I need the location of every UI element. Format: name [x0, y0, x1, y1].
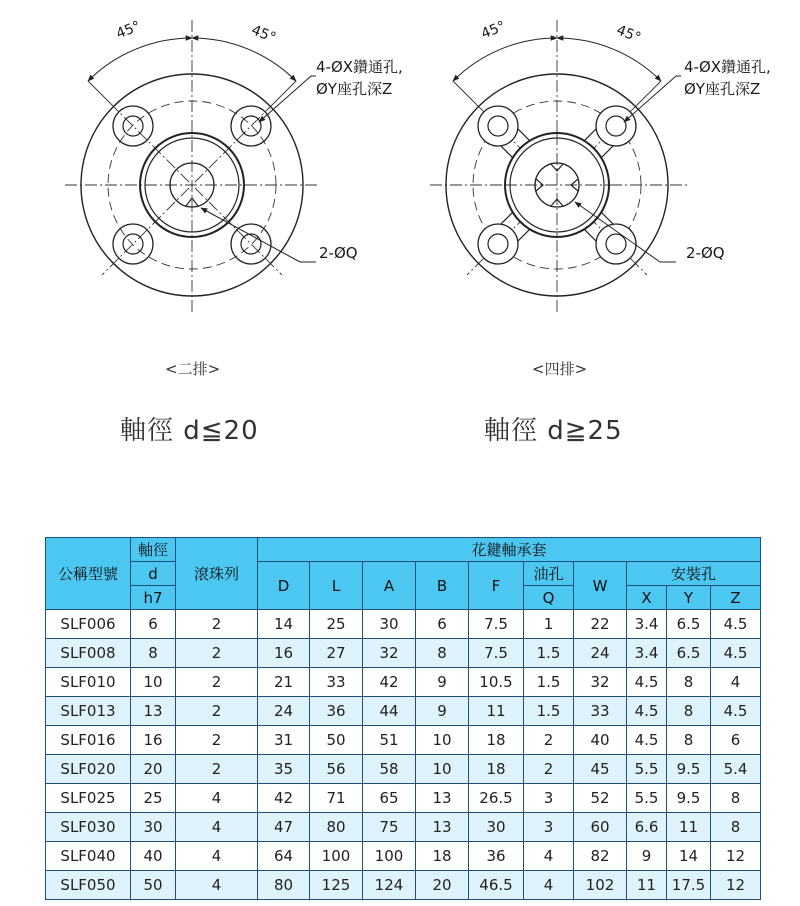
table-cell: 5.5 — [627, 784, 667, 813]
table-cell: 4 — [524, 871, 574, 900]
table-cell: 25 — [310, 610, 363, 639]
table-cell: 22 — [574, 610, 627, 639]
table-row — [46, 842, 761, 871]
table-cell: 18 — [416, 842, 469, 871]
table-cell: 2 — [176, 610, 258, 639]
table-cell: 13 — [416, 784, 469, 813]
table-cell: SLF050 — [46, 871, 131, 900]
caption-two-row: <二排> — [165, 360, 221, 378]
table-row — [46, 639, 761, 668]
table-cell: 11 — [469, 697, 524, 726]
table-cell: 33 — [574, 697, 627, 726]
table-cell: SLF020 — [46, 755, 131, 784]
table-cell: 51 — [363, 726, 416, 755]
table-cell: 8 — [711, 813, 761, 842]
table-cell: 30 — [363, 610, 416, 639]
flange-two-row-drawing — [65, 18, 403, 312]
header-ball-rows: 滾珠列 — [176, 538, 258, 610]
table-cell: 4.5 — [711, 639, 761, 668]
table-cell: 60 — [574, 813, 627, 842]
table-cell: 24 — [258, 697, 310, 726]
header-Z: Z — [711, 586, 761, 610]
table-cell: 12 — [711, 842, 761, 871]
header-A: A — [363, 562, 416, 610]
table-cell: 1.5 — [524, 668, 574, 697]
table-cell: 9 — [416, 668, 469, 697]
table-cell: 45 — [574, 755, 627, 784]
header-X: X — [627, 586, 667, 610]
table-cell: 13 — [416, 813, 469, 842]
table-cell: 1.5 — [524, 697, 574, 726]
spec-table-body — [46, 610, 761, 900]
table-cell: 8 — [667, 697, 711, 726]
table-cell: 8 — [667, 668, 711, 697]
table-cell: 35 — [258, 755, 310, 784]
table-cell: 33 — [310, 668, 363, 697]
table-cell: 24 — [574, 639, 627, 668]
table-cell: 65 — [363, 784, 416, 813]
table-cell: SLF006 — [46, 610, 131, 639]
table-cell: SLF030 — [46, 813, 131, 842]
table-cell: 58 — [363, 755, 416, 784]
table-cell: 9.5 — [667, 784, 711, 813]
table-cell: 2 — [176, 639, 258, 668]
table-cell: 44 — [363, 697, 416, 726]
table-cell: 4.5 — [627, 668, 667, 697]
table-cell: 4.5 — [627, 726, 667, 755]
table-cell: 5.5 — [627, 755, 667, 784]
table-cell: 4 — [176, 842, 258, 871]
table-cell: 4.5 — [711, 610, 761, 639]
shaft-range-large: 軸徑 d≧25 — [484, 416, 623, 446]
table-cell: 4 — [524, 842, 574, 871]
table-row — [46, 726, 761, 755]
caption-four-row: <四排> — [532, 360, 588, 378]
table-cell: 46.5 — [469, 871, 524, 900]
table-cell: SLF016 — [46, 726, 131, 755]
table-cell: 21 — [258, 668, 310, 697]
angle-label-left: 45° — [113, 18, 144, 43]
table-row — [46, 813, 761, 842]
hole-note: 4-ØX鑽通孔, — [684, 58, 771, 76]
header-shaft-tol: h7 — [131, 586, 176, 610]
table-row — [46, 697, 761, 726]
table-cell: 50 — [310, 726, 363, 755]
table-cell: 4 — [176, 813, 258, 842]
angle-label-right: 45° — [248, 22, 279, 47]
table-cell: 3.4 — [627, 610, 667, 639]
table-row — [46, 610, 761, 639]
header-L: L — [310, 562, 363, 610]
table-cell: 8 — [711, 784, 761, 813]
counterbore-note: ØY座孔深Z — [316, 80, 393, 98]
table-cell: 64 — [258, 842, 310, 871]
table-cell: 100 — [310, 842, 363, 871]
header-F: F — [469, 562, 524, 610]
oil-hole-note: 2-ØQ — [686, 244, 725, 262]
table-cell: 14 — [258, 610, 310, 639]
table-cell: 20 — [416, 871, 469, 900]
table-cell: 4.5 — [627, 697, 667, 726]
table-cell: 7.5 — [469, 639, 524, 668]
table-cell: 13 — [131, 697, 176, 726]
table-cell: 30 — [469, 813, 524, 842]
table-cell: 4.5 — [711, 697, 761, 726]
table-cell: 8 — [667, 726, 711, 755]
table-cell: 9 — [627, 842, 667, 871]
hole-note: 4-ØX鑽通孔, — [316, 58, 403, 76]
table-cell: 56 — [310, 755, 363, 784]
table-cell: 2 — [176, 755, 258, 784]
flange-four-row-drawing — [430, 18, 771, 312]
table-cell: SLF040 — [46, 842, 131, 871]
table-cell: 4 — [176, 871, 258, 900]
table-cell: 30 — [131, 813, 176, 842]
table-cell: 32 — [574, 668, 627, 697]
table-cell: 10.5 — [469, 668, 524, 697]
table-cell: 80 — [258, 871, 310, 900]
table-row — [46, 784, 761, 813]
table-cell: 4 — [176, 784, 258, 813]
table-row — [46, 871, 761, 900]
table-cell: 2 — [176, 668, 258, 697]
table-cell: 27 — [310, 639, 363, 668]
spec-table — [45, 537, 761, 900]
table-cell: 7.5 — [469, 610, 524, 639]
table-cell: SLF008 — [46, 639, 131, 668]
table-cell: 8 — [416, 639, 469, 668]
table-cell: 10 — [131, 668, 176, 697]
table-cell: 3 — [524, 784, 574, 813]
table-cell: 52 — [574, 784, 627, 813]
table-cell: 40 — [574, 726, 627, 755]
table-row — [46, 755, 761, 784]
header-oil-hole: 油孔 — [524, 562, 574, 586]
table-cell: 3.4 — [627, 639, 667, 668]
header-D: D — [258, 562, 310, 610]
table-cell: 100 — [363, 842, 416, 871]
table-cell: 6.5 — [667, 639, 711, 668]
table-cell: 11 — [627, 871, 667, 900]
header-Q: Q — [524, 586, 574, 610]
table-cell: SLF025 — [46, 784, 131, 813]
table-cell: 8 — [131, 639, 176, 668]
header-model: 公稱型號 — [46, 538, 131, 610]
table-cell: 42 — [363, 668, 416, 697]
table-cell: 10 — [416, 726, 469, 755]
table-cell: 2 — [176, 726, 258, 755]
oil-hole-note: 2-ØQ — [319, 244, 358, 262]
table-cell: 14 — [667, 842, 711, 871]
table-cell: SLF013 — [46, 697, 131, 726]
table-cell: 102 — [574, 871, 627, 900]
table-cell: 16 — [131, 726, 176, 755]
table-cell: 6 — [131, 610, 176, 639]
table-cell: 124 — [363, 871, 416, 900]
table-cell: 82 — [574, 842, 627, 871]
table-cell: 50 — [131, 871, 176, 900]
table-cell: 6 — [416, 610, 469, 639]
angle-label-left: 45° — [478, 18, 509, 43]
header-B: B — [416, 562, 469, 610]
table-cell: 125 — [310, 871, 363, 900]
header-W: W — [574, 562, 627, 610]
table-cell: SLF010 — [46, 668, 131, 697]
table-cell: 1.5 — [524, 639, 574, 668]
table-cell: 11 — [667, 813, 711, 842]
table-cell: 31 — [258, 726, 310, 755]
table-cell: 17.5 — [667, 871, 711, 900]
header-mount-holes: 安裝孔 — [627, 562, 761, 586]
table-cell: 2 — [524, 755, 574, 784]
table-cell: 6.6 — [627, 813, 667, 842]
table-cell: 9.5 — [667, 755, 711, 784]
table-cell: 1 — [524, 610, 574, 639]
table-cell: 18 — [469, 755, 524, 784]
table-cell: 5.4 — [711, 755, 761, 784]
counterbore-note: ØY座孔深Z — [684, 80, 761, 98]
table-cell: 12 — [711, 871, 761, 900]
table-cell: 32 — [363, 639, 416, 668]
header-Y: Y — [667, 586, 711, 610]
table-cell: 2 — [524, 726, 574, 755]
table-cell: 75 — [363, 813, 416, 842]
table-cell: 71 — [310, 784, 363, 813]
table-cell: 9 — [416, 697, 469, 726]
table-cell: 16 — [258, 639, 310, 668]
table-cell: 80 — [310, 813, 363, 842]
shaft-range-small: 軸徑 d≦20 — [120, 416, 259, 446]
table-cell: 25 — [131, 784, 176, 813]
table-cell: 40 — [131, 842, 176, 871]
table-cell: 20 — [131, 755, 176, 784]
header-spline-nut: 花鍵軸承套 — [258, 538, 761, 562]
table-cell: 36 — [469, 842, 524, 871]
header-shaft-d: d — [131, 562, 176, 586]
table-row — [46, 668, 761, 697]
table-cell: 18 — [469, 726, 524, 755]
angle-label-right: 45° — [613, 22, 644, 47]
table-cell: 3 — [524, 813, 574, 842]
table-cell: 4 — [711, 668, 761, 697]
table-cell: 42 — [258, 784, 310, 813]
table-cell: 6 — [711, 726, 761, 755]
table-cell: 10 — [416, 755, 469, 784]
table-cell: 6.5 — [667, 610, 711, 639]
table-cell: 36 — [310, 697, 363, 726]
table-cell: 26.5 — [469, 784, 524, 813]
header-shaft: 軸徑 — [131, 538, 176, 562]
table-cell: 2 — [176, 697, 258, 726]
table-cell: 47 — [258, 813, 310, 842]
